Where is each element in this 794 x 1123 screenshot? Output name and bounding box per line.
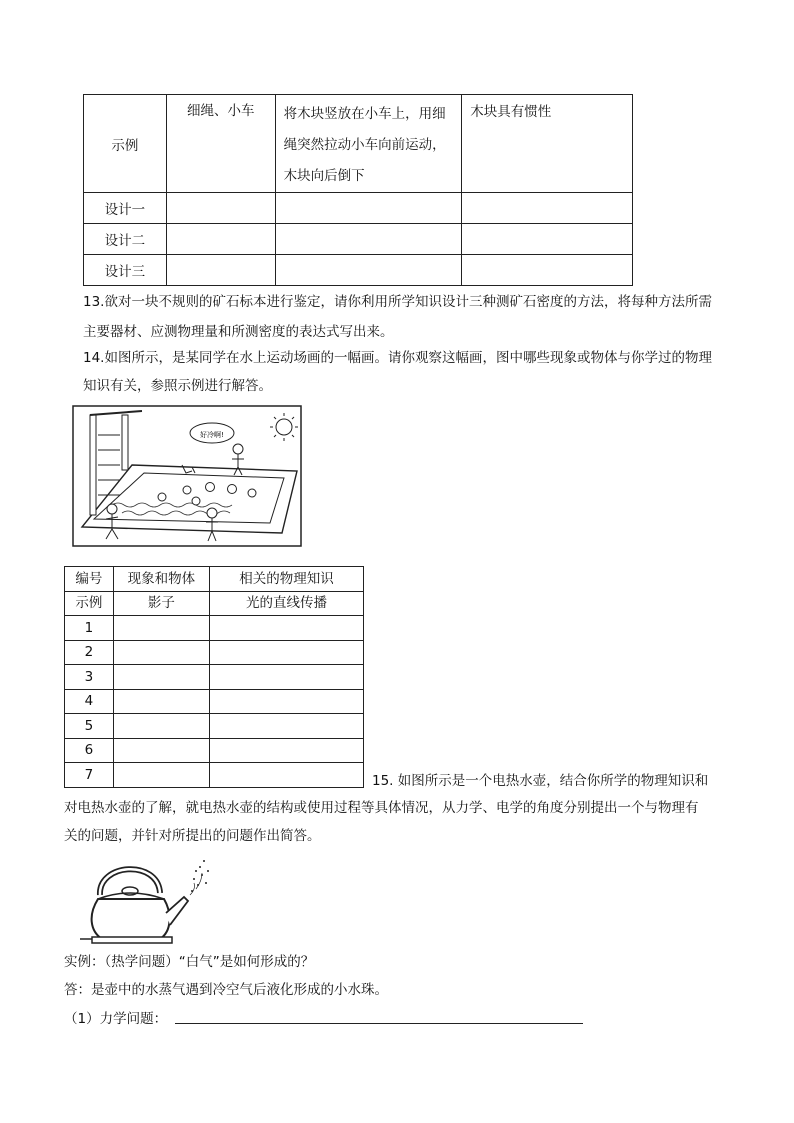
example-equipment: 细绳、小车 [186, 103, 255, 119]
table-row [65, 616, 364, 641]
example-question: 实例：（热学问题）“白气”是如何形成的？ [64, 954, 315, 970]
answer-cell[interactable] [462, 255, 633, 286]
q13-text-line2: 主要器材、应测物理量和所测密度的表达式写出来。 [83, 324, 394, 340]
design-label: 设计一 [84, 193, 167, 224]
table-row [65, 640, 364, 665]
q14-text-line1: 14.如图所示，是某同学在水上运动场画的一幅画。请你观察这幅画，图中哪些现象或物体与你学过的物理 [83, 350, 712, 366]
example-label: 示例 [84, 95, 167, 193]
answer-cell[interactable] [210, 689, 364, 714]
speech-bubble-text: 好冷啊! [200, 431, 224, 439]
answer-cell[interactable] [113, 763, 209, 788]
answer-cell[interactable] [113, 689, 209, 714]
table-row [84, 255, 633, 286]
table-row [65, 714, 364, 739]
row-number: 5 [65, 714, 114, 739]
row-number: 2 [65, 640, 114, 665]
answer-cell[interactable] [462, 193, 633, 224]
answer-cell[interactable] [210, 665, 364, 690]
column-header: 现象和物体 [113, 567, 209, 592]
table-row [65, 689, 364, 714]
example-knowledge: 光的直线传播 [210, 591, 364, 616]
example-method: 将木块竖放在小车上，用细绳突然拉动小车向前运动，木块向后倒下 [283, 106, 446, 184]
answer-cell[interactable] [113, 714, 209, 739]
electric-kettle-illustration [80, 855, 215, 945]
swimming-pool-illustration [72, 405, 302, 547]
answer-cell[interactable] [462, 224, 633, 255]
q15-text-line3: 关的问题，并针对所提出的问题作出简答。 [64, 828, 321, 844]
answer-cell[interactable] [210, 714, 364, 739]
answer-cell[interactable] [210, 738, 364, 763]
design-label: 设计三 [84, 255, 167, 286]
q15-text-line2: 对电热水壶的了解，就电热水壶的结构或使用过程等具体情况，从力学、电学的角度分别提出一个与物理有 [64, 800, 699, 816]
table-row [65, 665, 364, 690]
answer-cell[interactable] [166, 224, 275, 255]
example-answer: 答：是壶中的水蒸气遇到冷空气后液化形成的小水珠。 [64, 982, 388, 998]
example-principle: 木块具有惯性 [470, 104, 552, 120]
design-label: 设计二 [84, 224, 167, 255]
answer-cell[interactable] [166, 255, 275, 286]
design-table [83, 94, 633, 286]
row-number: 3 [65, 665, 114, 690]
row-number: 4 [65, 689, 114, 714]
table-row [65, 591, 364, 616]
column-header: 编号 [65, 567, 114, 592]
table-header-row [65, 567, 364, 592]
q15-text-line1: 15. 如图所示是一个电热水壶，结合你所学的物理知识和 [372, 773, 709, 789]
answer-cell[interactable] [113, 738, 209, 763]
answer-cell[interactable] [275, 255, 462, 286]
answer-cell[interactable] [113, 616, 209, 641]
row-number: 1 [65, 616, 114, 641]
q13-text-line1: 13.欲对一块不规则的矿石标本进行鉴定，请你利用所学知识设计三种测矿石密度的方法，将每种方法所需 [83, 294, 712, 310]
answer-cell[interactable] [166, 193, 275, 224]
row-number: 示例 [65, 591, 114, 616]
mechanics-answer-line[interactable] [175, 1023, 583, 1024]
example-phenomenon: 影子 [113, 591, 209, 616]
phenomena-table [64, 566, 364, 788]
answer-cell[interactable] [113, 665, 209, 690]
table-row [84, 95, 633, 193]
column-header: 相关的物理知识 [210, 567, 364, 592]
table-row [84, 193, 633, 224]
row-number: 6 [65, 738, 114, 763]
table-row [84, 224, 633, 255]
table-row [65, 738, 364, 763]
answer-cell[interactable] [210, 763, 364, 788]
answer-cell[interactable] [275, 224, 462, 255]
mechanics-question-label: （1）力学问题： [64, 1011, 168, 1027]
answer-cell[interactable] [210, 640, 364, 665]
row-number: 7 [65, 763, 114, 788]
answer-cell[interactable] [275, 193, 462, 224]
answer-cell[interactable] [210, 616, 364, 641]
answer-cell[interactable] [113, 640, 209, 665]
table-row [65, 763, 364, 788]
q14-text-line2: 知识有关，参照示例进行解答。 [83, 378, 272, 394]
